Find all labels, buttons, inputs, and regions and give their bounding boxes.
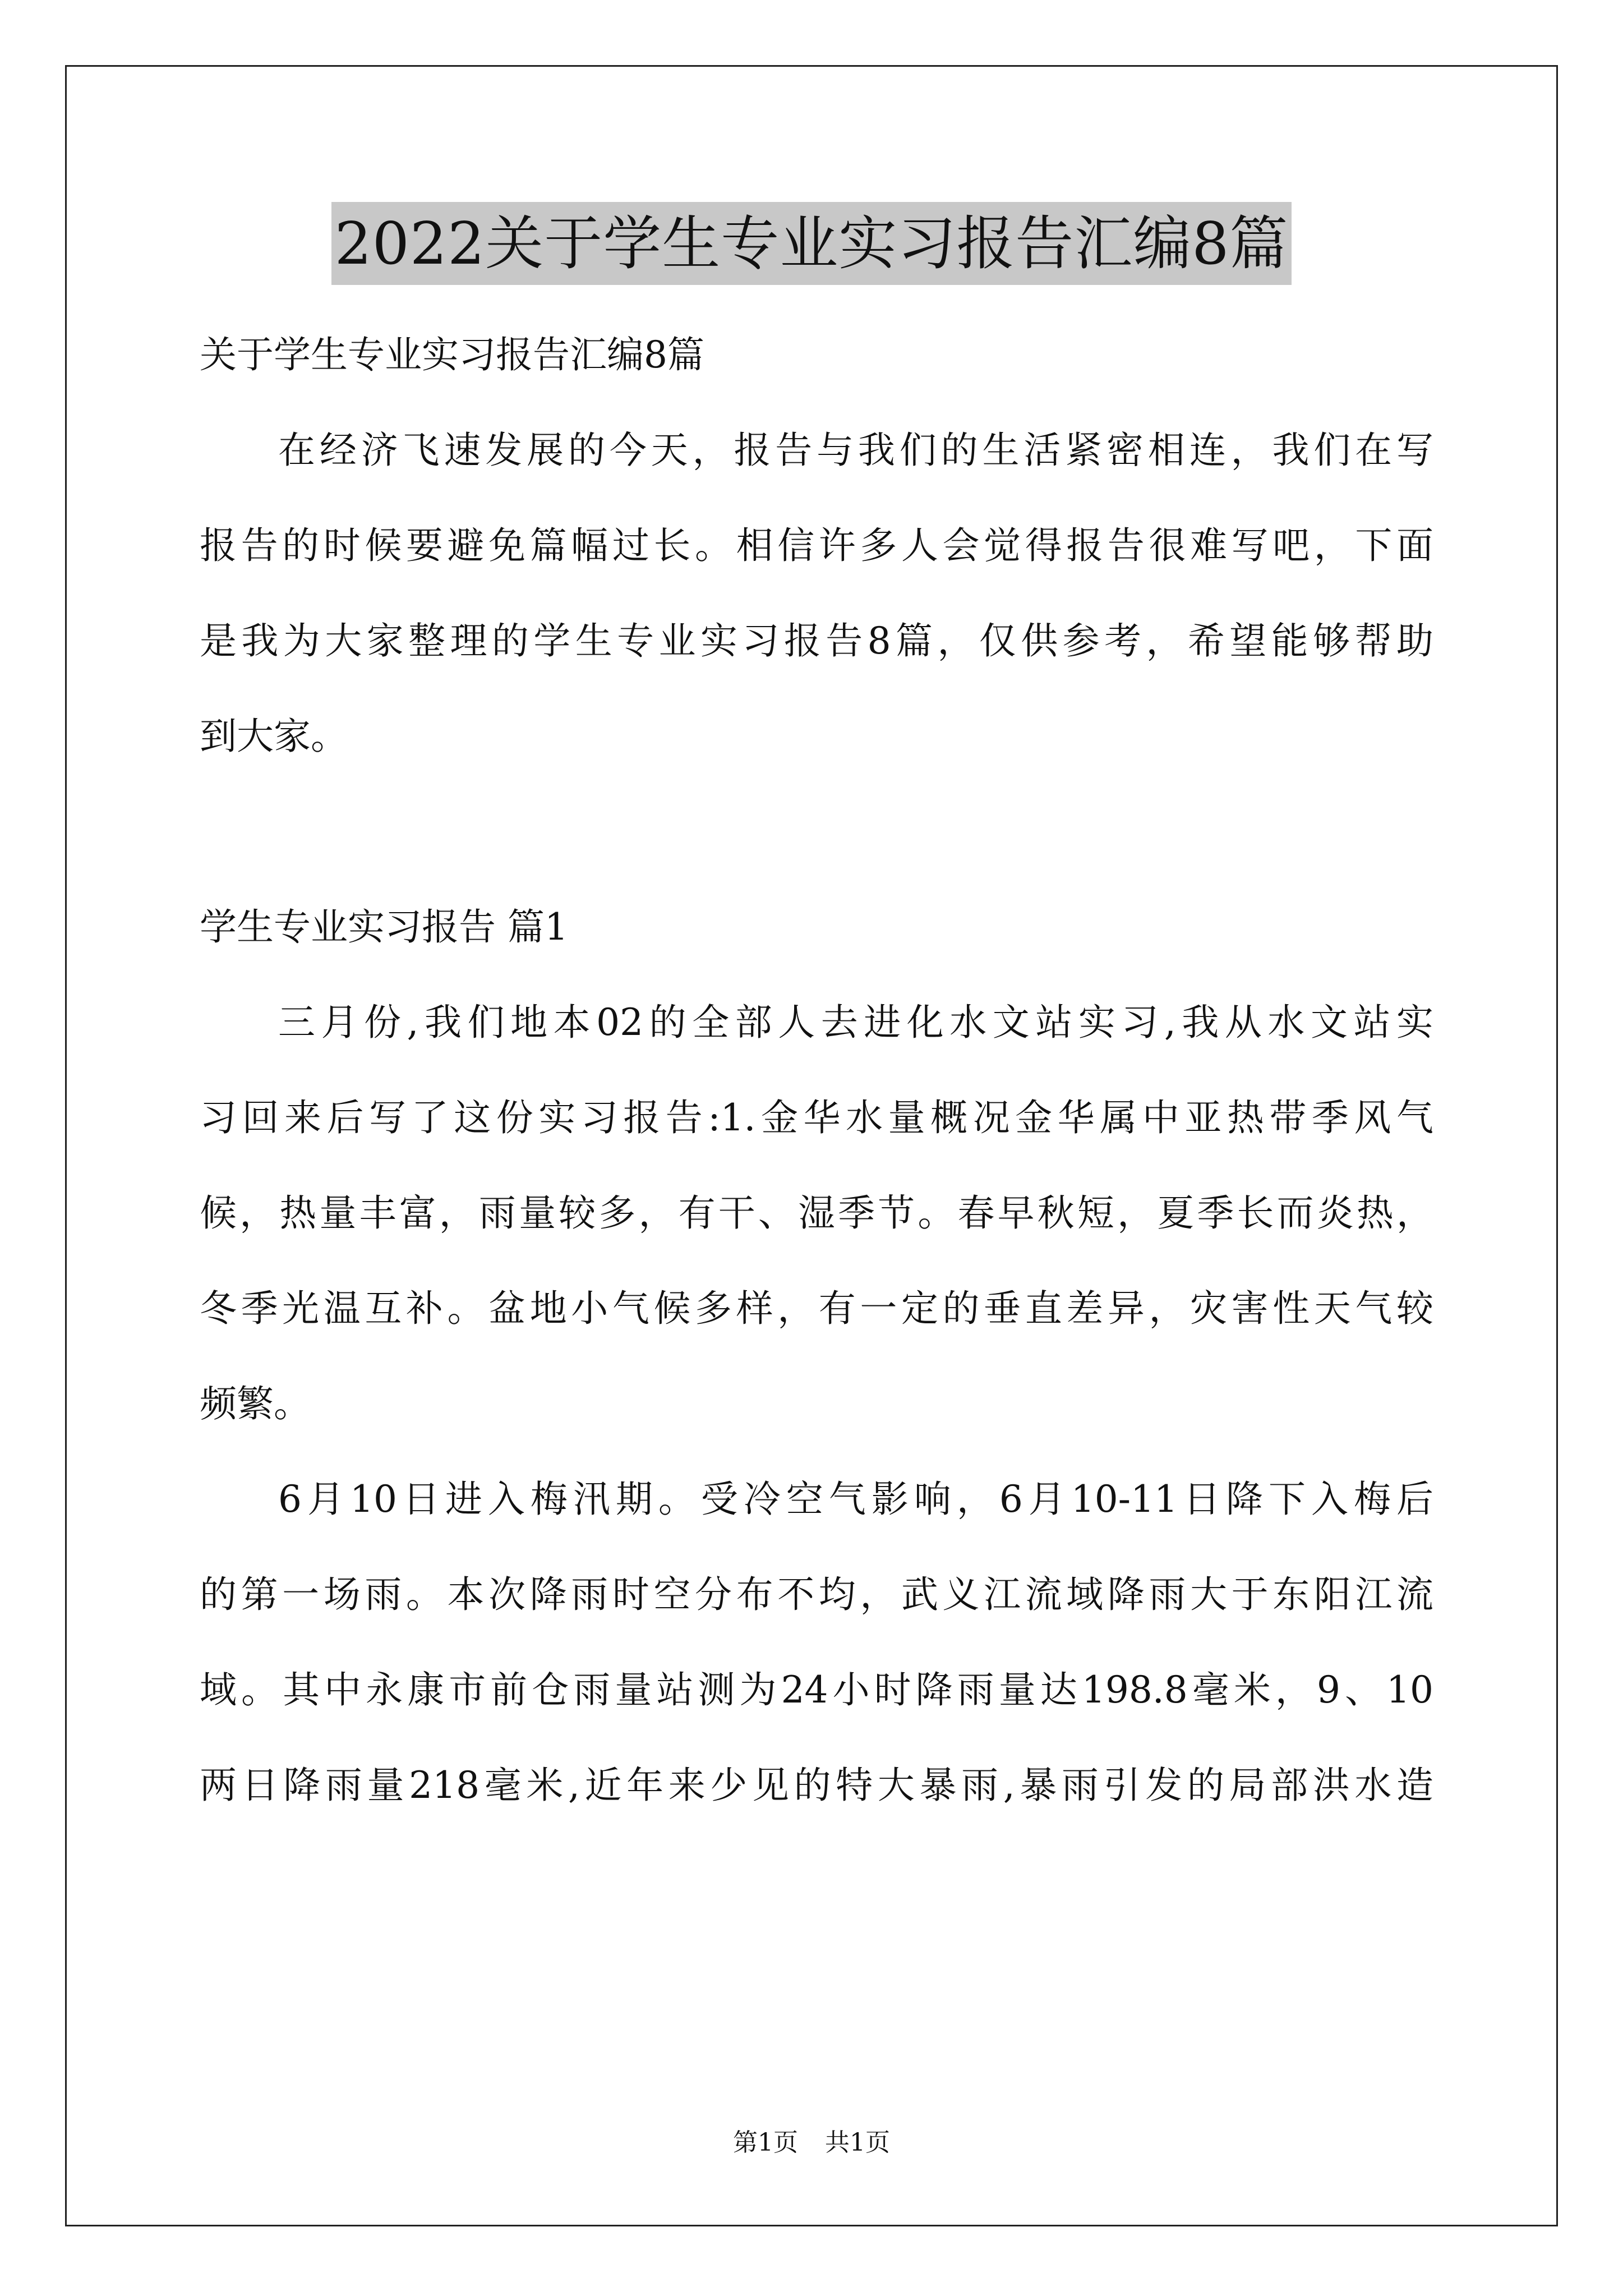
document-title: 2022关于学生专业实习报告汇编8篇: [331, 202, 1292, 285]
paragraph-line: 冬季光温互补。盆地小气候多样，有一定的垂直差异，灾害性天气较: [200, 1287, 1433, 1330]
spacer: [200, 784, 1433, 880]
intro-line: 报告的时候要避免篇幅过长。相信许多人会觉得报告很难写吧，下面: [200, 524, 1433, 567]
page-total: 共1页: [825, 2128, 890, 2157]
section-heading: 学生专业实习报告 篇1: [200, 905, 568, 949]
paragraph-line: 频繁。: [200, 1382, 311, 1425]
paragraph-line: 两日降雨量218毫米,近年来少见的特大暴雨,暴雨引发的局部洪水造: [200, 1764, 1433, 1807]
paragraph-line: 三月份,我们地本02的全部人去进化水文站实习,我从水文站实: [278, 1001, 1433, 1044]
intro-line: 是我为大家整理的学生专业实习报告8篇，仅供参考，希望能够帮助: [200, 619, 1433, 662]
paragraph-line: 6月10日进入梅汛期。受冷空气影响，6月10-11日降下入梅后: [278, 1478, 1433, 1521]
paragraph-line: 候，热量丰富，雨量较多，有干、湿季节。春早秋短，夏季长而炎热，: [200, 1191, 1433, 1235]
paragraph-line: 的第一场雨。本次降雨时空分布不均，武义江流域降雨大于东阳江流: [200, 1573, 1433, 1616]
intro-line: 在经济飞速发展的今天，报告与我们的生活紧密相连，我们在写: [278, 429, 1433, 472]
title-container: [0, 202, 1623, 285]
document-subtitle: 关于学生专业实习报告汇编8篇: [200, 333, 704, 376]
page-footer: [0, 2126, 1623, 2160]
paragraph-line: 习回来后写了这份实习报告:1.金华水量概况金华属中亚热带季风气: [200, 1096, 1433, 1139]
intro-line: 到大家。: [200, 715, 348, 758]
paragraph-line: 域。其中永康市前仓雨量站测为24小时降雨量达198.8毫米，9、10: [200, 1668, 1433, 1711]
document-body: [200, 307, 1433, 1833]
page-number: 第1页: [733, 2128, 798, 2157]
